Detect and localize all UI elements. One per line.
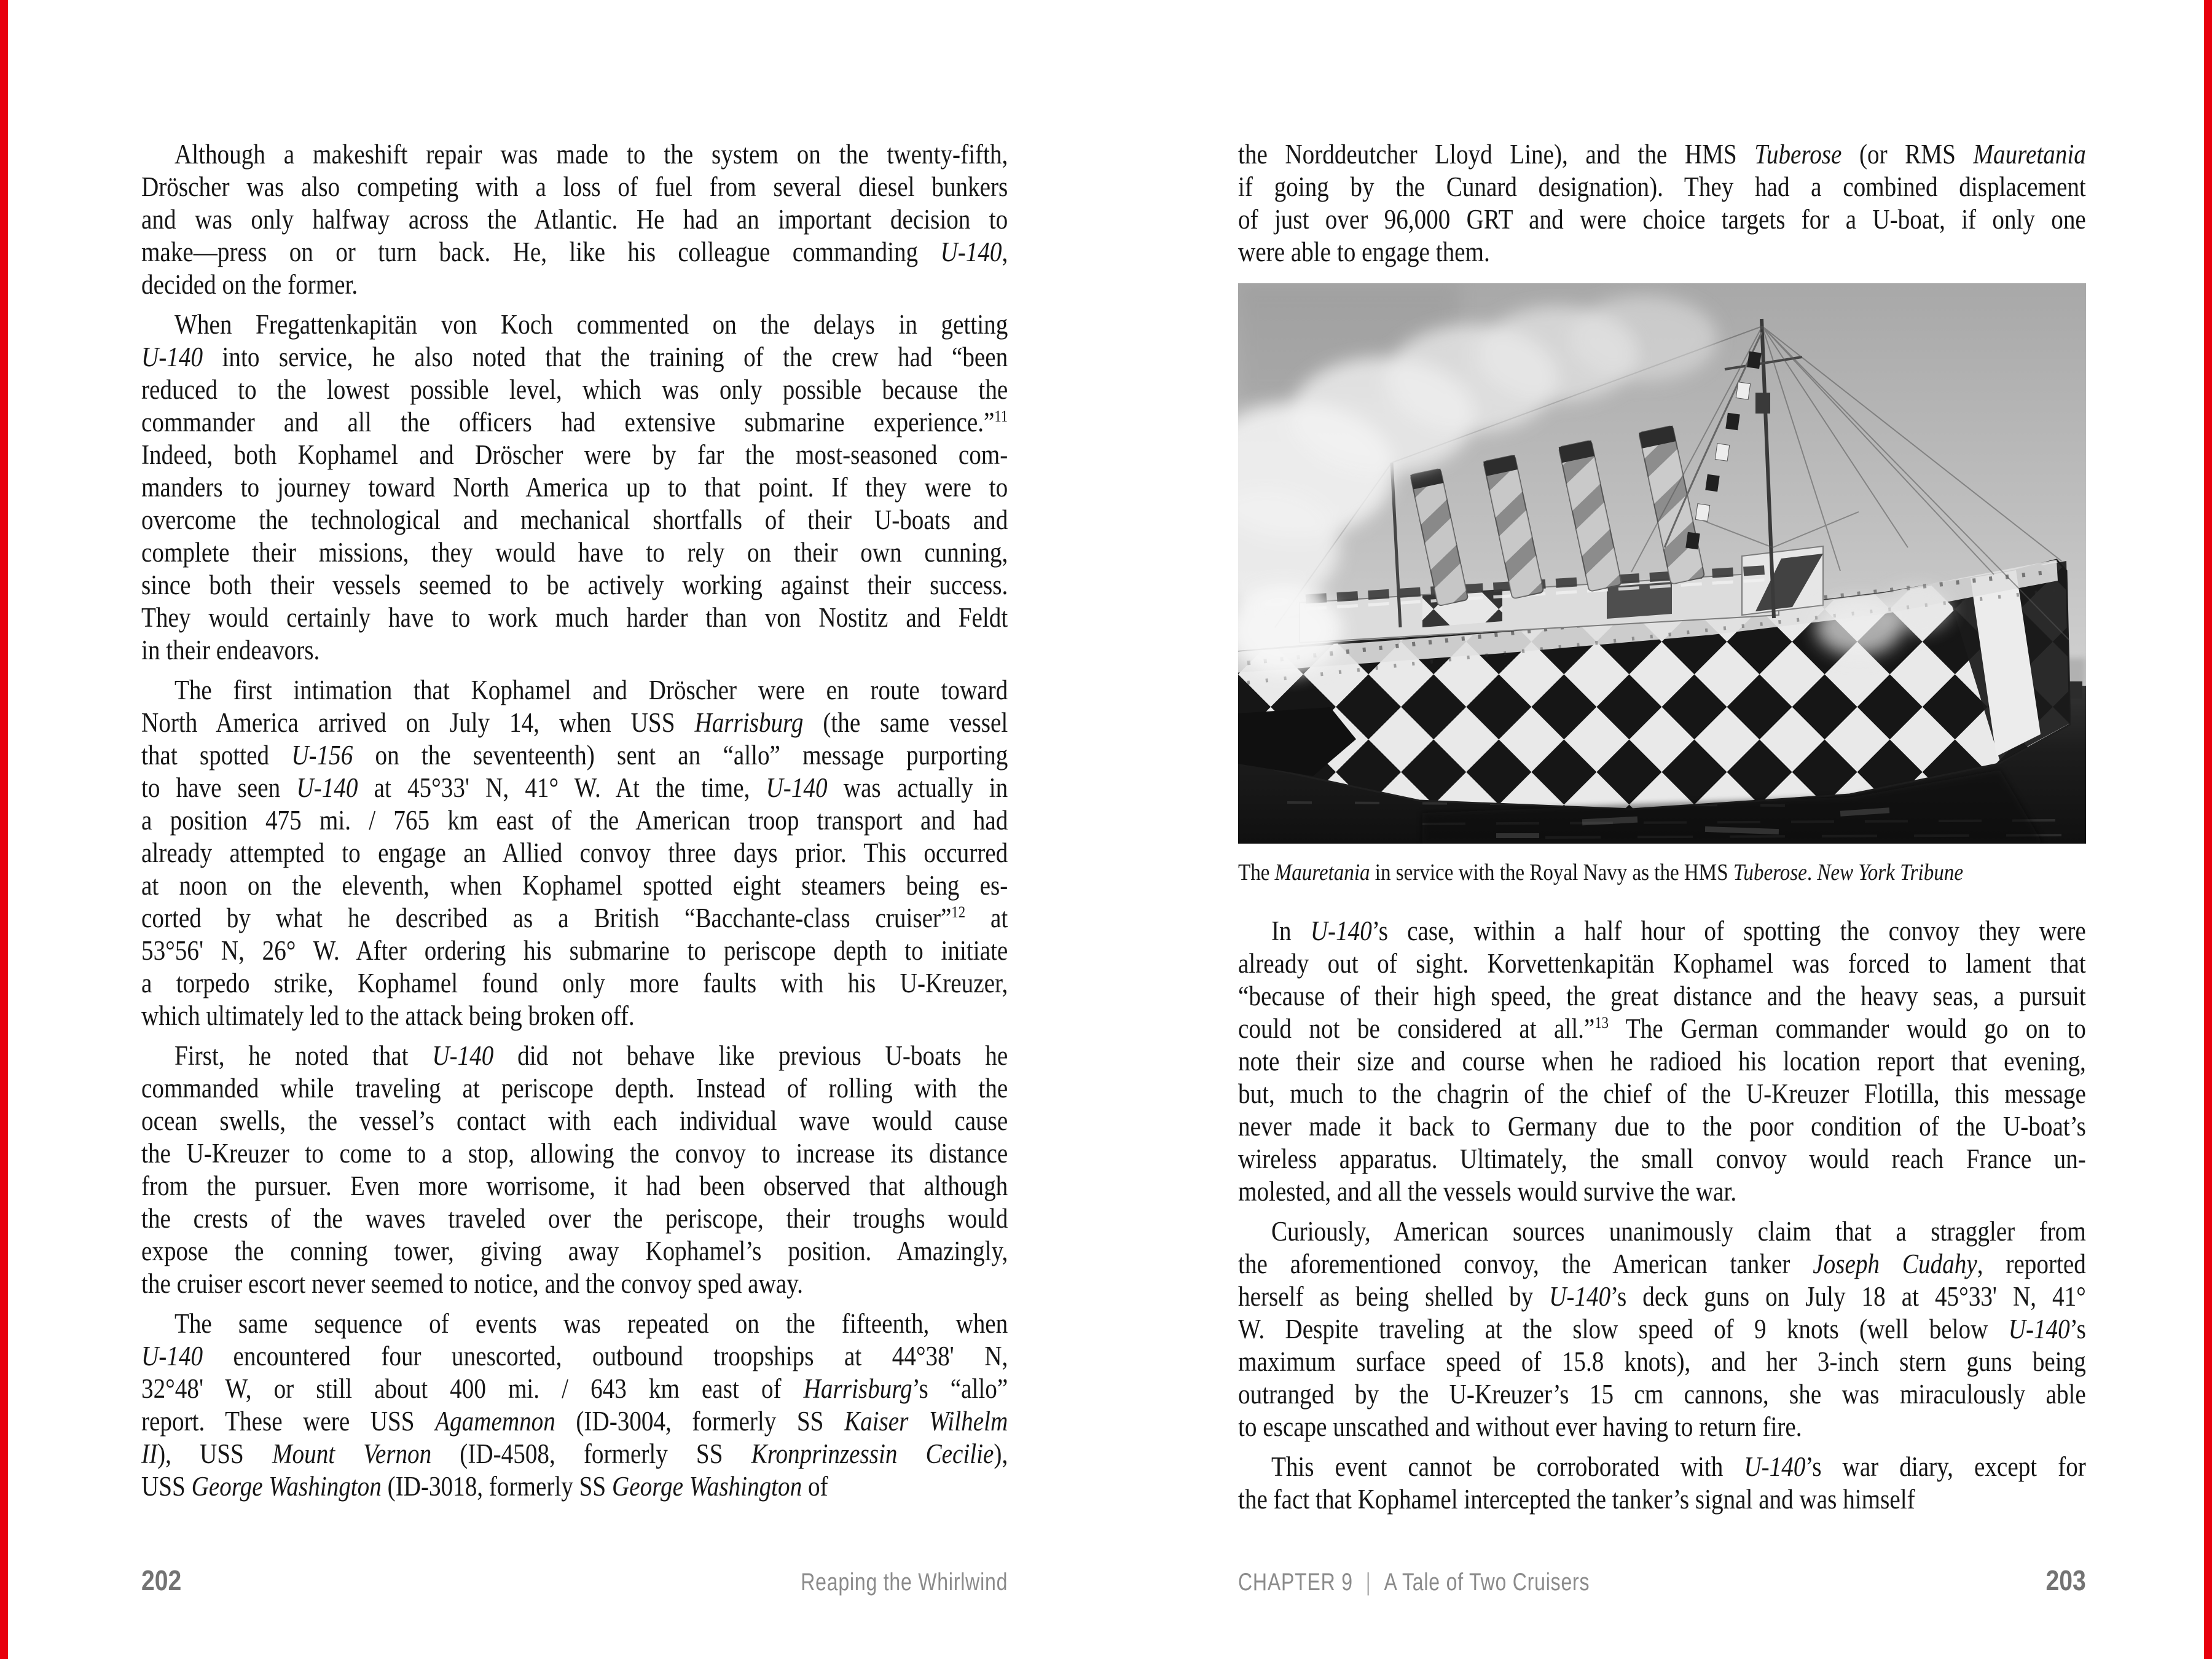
paragraph [141, 1308, 1008, 1503]
text-line: decided on the former. [141, 269, 358, 300]
text-line: complete their missions, they would have to rely on their own cunning, [141, 537, 1008, 568]
text-line: already attempted to engage an Allied convoy three days prior. This occurred [141, 837, 1008, 868]
text-line: to escape unscathed and without ever having to return fire. [1238, 1411, 1802, 1442]
text-line: First, he noted that U-140 did not behave like previous U-boats he [174, 1040, 1008, 1071]
text-line: since both their vessels seemed to be actively working against their success. [141, 570, 1008, 600]
text-line: molested, and all the vessels would survive the war. [1238, 1176, 1737, 1207]
right-edge-accent-strip [2204, 0, 2212, 1659]
right-footer-chapter-group [1238, 1569, 1590, 1596]
right-page-footer [1238, 1564, 2086, 1597]
text-line: 32°48' W, or still about 400 mi. / 643 km east of Harrisburg’s “allo” [141, 1373, 1008, 1404]
text-line: the fact that Kophamel intercepted the tanker’s signal and was himself [1238, 1484, 1915, 1515]
chapter-title: A Tale of Two Cruisers [1384, 1569, 1590, 1596]
text-line: a position 475 mi. / 765 km east of the American troop transport and had [141, 805, 1008, 836]
text-line: which ultimately led to the attack being broken off. [141, 1000, 635, 1031]
right-page-number: 203 [2045, 1564, 2086, 1596]
text-line: in their endeavors. [141, 635, 320, 665]
text-line: a torpedo strike, Kophamel found only more faults with his U-Kreuzer, [141, 968, 1008, 998]
text-line: overcome the technological and mechanical shortfalls of their U-boats and [141, 504, 1008, 535]
text-line: In U-140’s case, within a half hour of spotting the convoy they were [1271, 916, 2086, 946]
text-line: from the pursuer. Even more worrisome, it had been observed that although [141, 1171, 1008, 1201]
text-line: U-140 into service, he also noted that the training of the crew had “been [141, 342, 1008, 372]
left-page-number: 202 [141, 1564, 182, 1596]
left-page-text-column [141, 138, 1008, 1503]
text-line: W. Despite traveling at the slow speed of 9 knots (well below U-140’s [1238, 1314, 2086, 1344]
text-line: North America arrived on July 14, when USS Harrisburg (the same vessel [141, 707, 1008, 738]
text-line: 53°56' N, 26° W. After ordering his submarine to periscope depth to initiate [141, 935, 1008, 966]
text-line: note their size and course when he radioed his location report that evening, [1238, 1046, 2086, 1077]
text-line: report. These were USS Agamemnon (ID-3004, formerly SS Kaiser Wilhelm [141, 1406, 1008, 1437]
paragraph [1238, 858, 2086, 887]
text-line: They would certainly have to work much harder than von Nostitz and Feldt [141, 602, 1008, 633]
text-line: if going by the Cunard designation). They had a combined displacement [1238, 171, 2086, 202]
left-page-footer [141, 1564, 1008, 1597]
right-page [1238, 138, 2086, 1516]
left-page [141, 138, 1008, 1503]
right-page-top-text [1238, 138, 2086, 269]
left-edge-accent-strip [0, 0, 8, 1659]
text-line: to have seen U-140 at 45°33' N, 41° W. At the time, U-140 was actually in [141, 772, 1008, 803]
text-line: U-140 encountered four unescorted, outbound troopships at 44°38' N, [141, 1341, 1008, 1371]
text-line: the crests of the waves traveled over the periscope, their troughs would [141, 1203, 1008, 1234]
text-line: commanded while traveling at periscope depth. Instead of rolling with the [141, 1073, 1008, 1104]
footer-separator: | [1365, 1569, 1371, 1596]
text-line: and was only halfway across the Atlantic. He had an important decision to [141, 204, 1008, 235]
left-footer-title: Reaping the Whirlwind [801, 1569, 1008, 1596]
paragraph [141, 138, 1008, 301]
text-line: Dröscher was also competing with a loss of fuel from several diesel bunkers [141, 171, 1008, 202]
paragraph [141, 308, 1008, 667]
text-line: make—press on or turn back. He, like his colleague commanding U-140, [141, 237, 1008, 267]
text-line: the aforementioned convoy, the American tanker Joseph Cudahy, reported [1238, 1249, 2086, 1279]
text-line: that spotted U-156 on the seventeenth) sent an “allo” message purporting [141, 740, 1008, 771]
text-line: This event cannot be corroborated with U-140’s war diary, except for [1271, 1451, 2086, 1482]
text-line: wireless apparatus. Ultimately, the small convoy would reach France un- [1238, 1143, 2086, 1174]
paragraph [1238, 138, 2086, 269]
text-line: Curiously, American sources unanimously claim that a straggler from [1271, 1216, 2086, 1247]
text-line: of just over 96,000 GRT and were choice targets for a U-boat, if only one [1238, 204, 2086, 235]
text-line: never made it back to Germany due to the poor condition of the U-boat’s [1238, 1111, 2086, 1142]
text-line: Although a makeshift repair was made to the system on the twenty-fifth, [174, 139, 1008, 170]
text-line: corted by what he described as a British “Bacchante-class cruiser”$^{12}$ at [141, 903, 1008, 933]
text-line: expose the conning tower, giving away Kophamel’s position. Amazingly, [141, 1236, 1008, 1266]
photo-illustration [1238, 283, 2086, 844]
text-line: “because of their high speed, the great distance and the heavy seas, a pursuit [1238, 981, 2086, 1011]
text-line: II), USS Mount Vernon (ID-4508, formerly SS Kronprinzessin Cecilie), [141, 1438, 1008, 1469]
text-line: USS George Washington (ID-3018, formerly SS George Washington of [141, 1471, 828, 1502]
mauretania-dazzle-photo [1238, 283, 2086, 844]
chapter-label: CHAPTER 9 [1238, 1569, 1353, 1596]
text-line: outranged by the U-Kreuzer’s 15 cm cannons, she was miraculously able [1238, 1379, 2086, 1410]
text-line: were able to engage them. [1238, 237, 1490, 267]
paragraph [141, 674, 1008, 1032]
text-line: already out of sight. Korvettenkapitän Kophamel was forced to lament that [1238, 948, 2086, 979]
paragraph [1238, 1451, 2086, 1516]
text-line: The first intimation that Kophamel and Dröscher were en route toward [174, 675, 1008, 705]
text-line: commander and all the officers had extensive submarine experience.”$^{11}$ [141, 407, 1008, 437]
text-line: maximum surface speed of 15.8 knots), and her 3-inch stern guns being [1238, 1346, 2086, 1377]
text-line: but, much to the chagrin of the chief of the U-Kreuzer Flotilla, this message [1238, 1078, 2086, 1109]
text-line: reduced to the lowest possible level, which was only possible because the [141, 374, 1008, 405]
text-line: could not be considered at all.”$^{13}$ The German commander would go on to [1238, 1013, 2086, 1044]
text-line: The Mauretania in service with the Royal Navy as the HMS Tuberose. New York Tribune [1238, 860, 1963, 885]
text-line: When Fregattenkapitän von Koch commented on the delays in getting [174, 309, 1008, 340]
paragraph [141, 1040, 1008, 1300]
text-line: the Norddeutcher Lloyd Line), and the HMS Tuberose (or RMS Mauretania [1238, 139, 2086, 170]
text-line: manders to journey toward North America up to that point. If they were to [141, 472, 1008, 503]
paragraph [1238, 915, 2086, 1208]
text-line: the cruiser escort never seemed to notice, and the convoy sped away. [141, 1268, 803, 1299]
paragraph [1238, 1215, 2086, 1443]
photo-caption [1238, 858, 2086, 887]
text-line: herself as being shelled by U-140’s deck guns on July 18 at 45°33' N, 41° [1238, 1281, 2086, 1312]
text-line: The same sequence of events was repeated on the fifteenth, when [174, 1308, 1008, 1339]
text-line: Indeed, both Kophamel and Dröscher were by far the most-seasoned com- [141, 439, 1008, 470]
text-line: the U-Kreuzer to come to a stop, allowing the convoy to increase its distance [141, 1138, 1008, 1169]
text-line: ocean swells, the vessel’s contact with each individual wave would cause [141, 1105, 1008, 1136]
right-page-bottom-text [1238, 915, 2086, 1516]
text-line: at noon on the eleventh, when Kophamel spotted eight steamers being es- [141, 870, 1008, 901]
